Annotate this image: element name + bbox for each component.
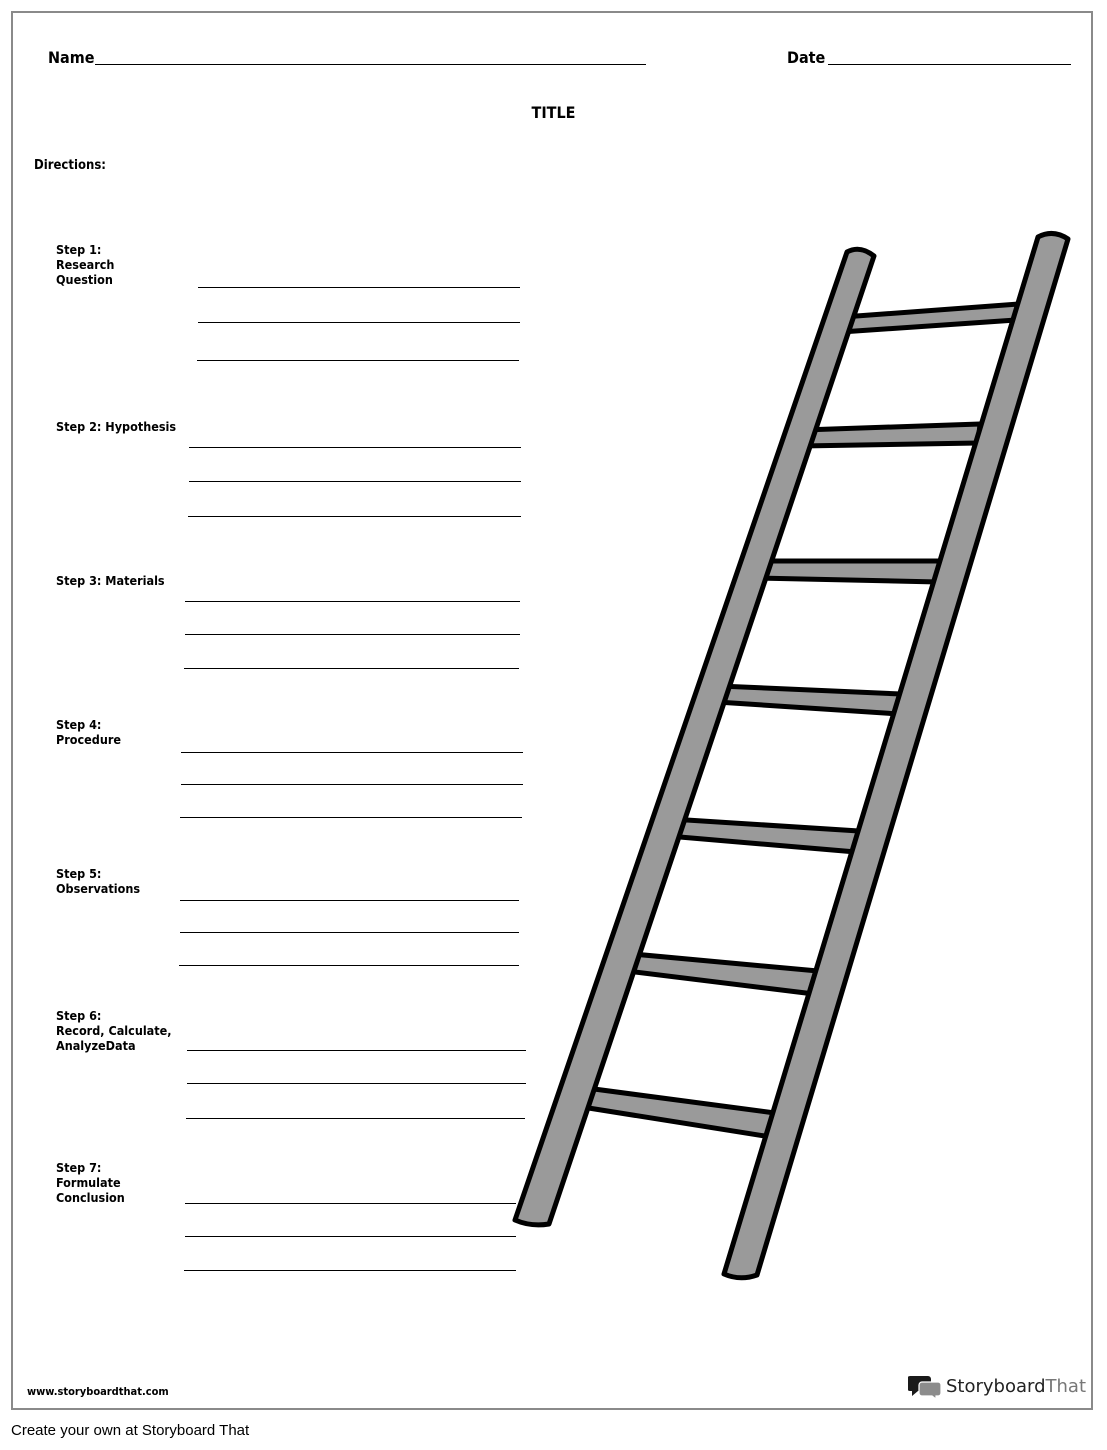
name-label: Name <box>48 48 95 67</box>
step-6-label: Step 6: Record, Calculate, AnalyzeData <box>56 1008 172 1053</box>
logo-wordmark: StoryboardThat <box>946 1375 1087 1397</box>
directions-label: Directions: <box>34 158 106 173</box>
ladder-right-rail <box>724 233 1068 1277</box>
ladder-rung-3 <box>755 561 941 582</box>
step-7-label: Step 7: Formulate Conclusion <box>56 1160 125 1205</box>
worksheet-title: TITLE <box>531 103 576 122</box>
step-4-label: Step 4: Procedure <box>56 717 122 747</box>
step-3-label: Step 3: Materials <box>56 573 165 588</box>
ladder-rung-2 <box>798 424 980 446</box>
ladder-rung-6 <box>617 953 818 994</box>
ladder-rung-1 <box>838 304 1018 332</box>
step-2-label: Step 2: Hypothesis <box>56 419 177 434</box>
footer-text[interactable]: Create your own at Storyboard That <box>11 1422 250 1439</box>
speech-bubbles-icon <box>908 1373 942 1399</box>
website-url[interactable]: www.storyboardthat.com <box>27 1385 169 1398</box>
ladder-rung-5 <box>666 819 859 852</box>
storyboardthat-logo[interactable] <box>908 1373 1086 1399</box>
step-5-label: Step 5: Observations <box>56 866 141 896</box>
ladder-rung-7 <box>573 1087 775 1137</box>
date-label: Date <box>787 48 826 67</box>
ladder-rung-4 <box>714 686 901 714</box>
step-1-label: Step 1: Research Question <box>56 242 115 287</box>
ladder-left-rail <box>515 249 874 1225</box>
